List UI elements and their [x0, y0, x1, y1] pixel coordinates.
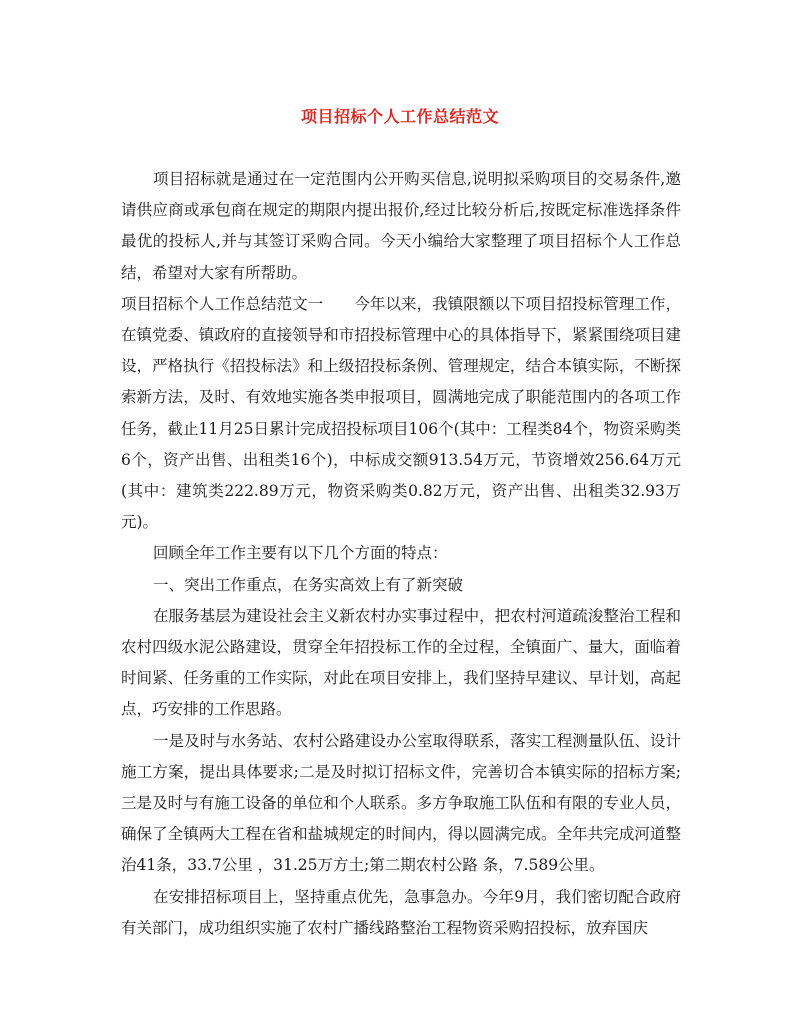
measures-paragraph: 一是及时与水务站、农村公路建设办公室取得联系，落实工程测量队伍、设计施工方案，提出具体要求;二是及时拟订招标文件，完善切合本镇实际的招标方案;三是及时与有施工设备的单位和个人联系。多方争取施工队伍和有限的专业人员，确保了全镇两大工程在省和盐城规定的时间内，得以圆满完成。全年共完成河道整治41条，33.7公里 ，31.25万方土;第二期农村公路 条，7.589公里。 [121, 731, 681, 875]
document-body [121, 164, 681, 944]
intro-paragraph: 项目招标就是通过在一定范围内公开购买信息,说明拟采购项目的交易条件,邀请供应商或承包商在规定的期限内提出报价,经过比较分析后,按既定标准选择条件最优的投标人,并与其签订采购合同。今天小编给大家整理了项目招标个人工作总结，希望对大家有所帮助。 [121, 170, 681, 282]
service-paragraph: 在服务基层为建设社会主义新农村办实事过程中，把农村河道疏浚整治工程和农村四级水泥公路建设，贯穿全年招投标工作的全过程，全镇面广、量大，面临着时间紧、任务重的工作实际，对此在项目安排上，我们坚持早建议、早计划，高起点，巧安排的工作思路。 [121, 606, 681, 719]
priority-paragraph: 在安排招标项目上，坚持重点优先，急事急办。今年9月，我们密切配合政府有关部门，成功组织实施了农村广播线路整治工程物资采购招投标，放弃国庆 [121, 887, 681, 937]
review-paragraph: 回顾全年工作主要有以下几个方面的特点： [153, 544, 448, 563]
heading-paragraph: 一、突出工作重点，在务实高效上有了新突破 [153, 575, 464, 594]
document-title: 项目招标个人工作总结范文 [300, 107, 499, 126]
section-one-paragraph: 项目招标个人工作总结范文一 今年以来，我镇限额以下项目招投标管理工作，在镇党委、镇政府的直接领导和市招投标管理中心的具体指导下，紧紧围绕项目建设，严格执行《招投标法》和上级招投标条例、管理规定，结合本镇实际，不断探索新方法，及时、有效地实施各类申报项目，圆满地完成了职能范围内的各项工作任务，截止11月25日累计完成招投标项目106个(其中：工程类84个，物资采购类6个，资产出售、出租类16个)，中标成交额913.54万元，节资增效256.64万元(其中：建筑类222.89万元，物资采购类0.82万元，资产出售、出租类32.93万元)。 [121, 294, 681, 532]
